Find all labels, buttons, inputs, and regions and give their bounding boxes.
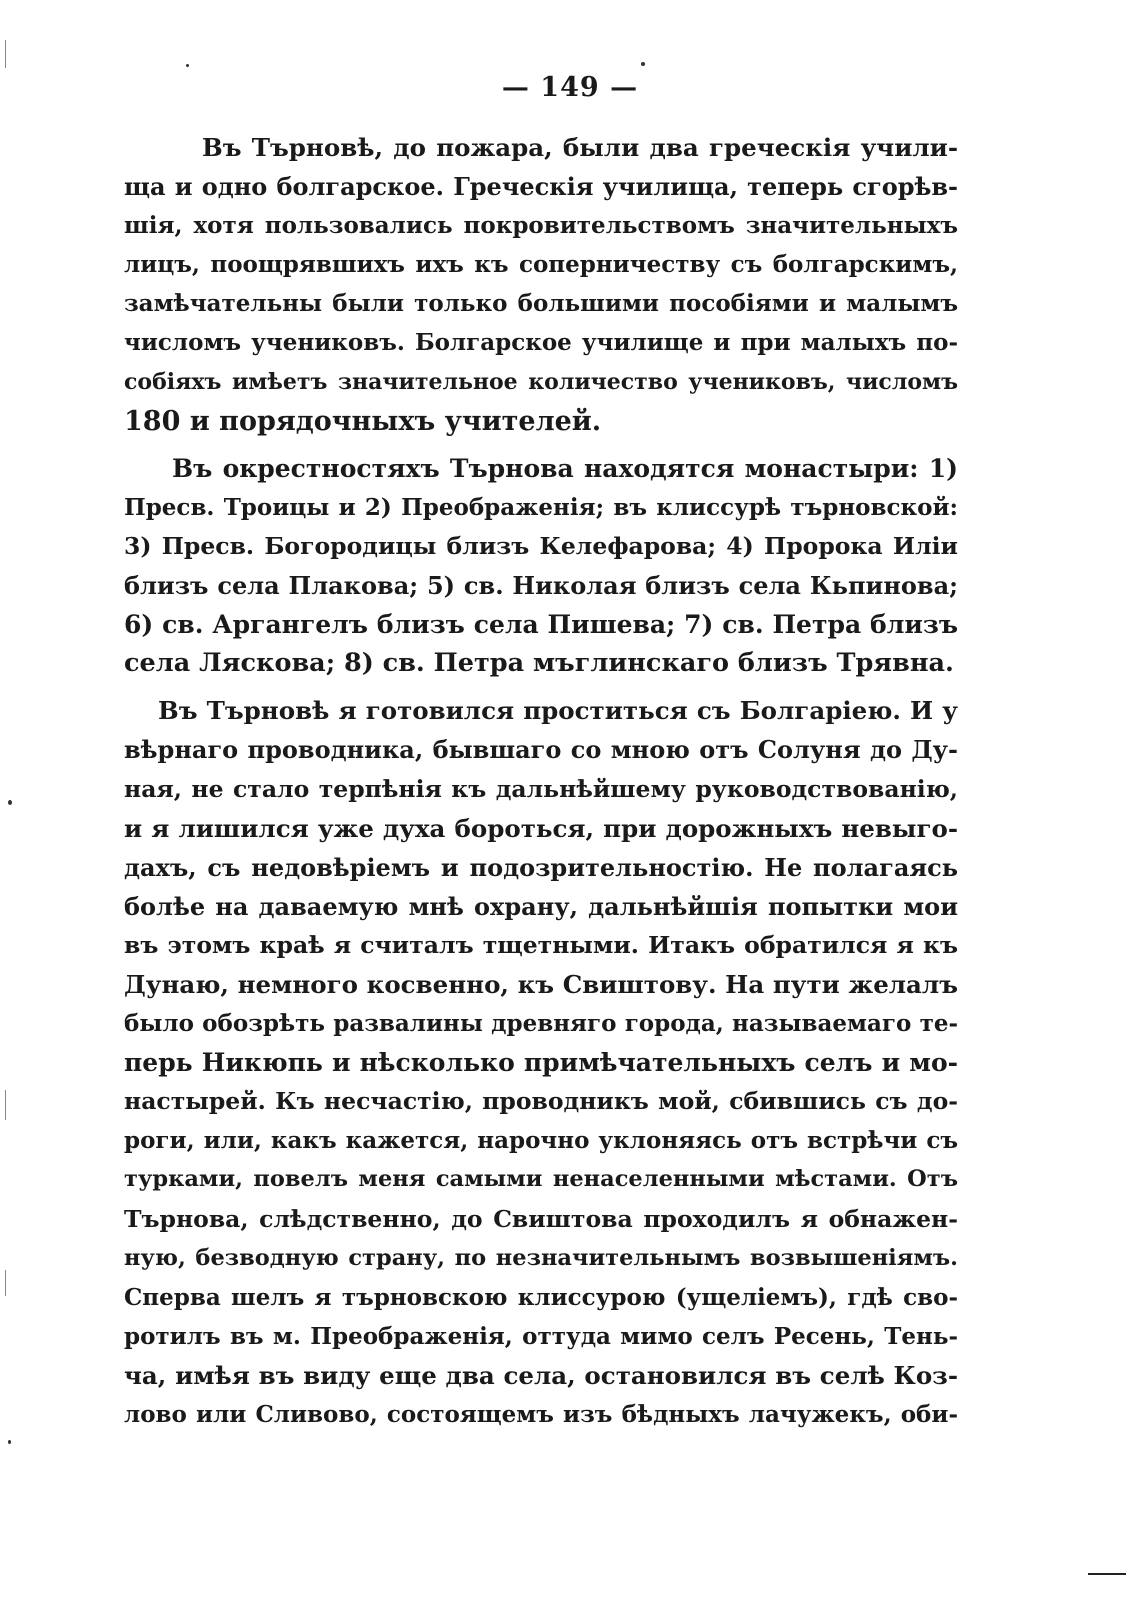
text-line: ротилъ въ м. Преображенія, оттуда мимо селъ Ресень, Тень- <box>124 1322 958 1350</box>
text-line: Въ Търновѣ я готовился проститься съ Болгаріею. И у <box>158 696 958 726</box>
text-line: Дунаю, немного косвенно, къ Свиштову. На пути желалъ <box>124 969 958 999</box>
text-line: въ этомъ краѣ я считалъ тщетными. Итакъ обратился я къ <box>124 930 958 959</box>
paragraph-schools <box>124 128 958 441</box>
text-line: Въ Търновѣ, до пожара, были два греческія учили- <box>202 133 958 162</box>
text-line: болѣе на даваемую мнѣ охрану, дальнѣйшія попытки мои <box>124 891 958 921</box>
scan-edge-mark <box>5 1270 6 1296</box>
text-line: замѣчательны были только большими пособіями и малымъ <box>124 290 958 318</box>
scan-corner-dash <box>1088 1573 1126 1575</box>
text-line: перь Никюпь и нѣсколько примѣчательныхъ селъ и мо- <box>124 1048 958 1078</box>
text-line: числомъ учениковъ. Болгарское училище и при малыхъ по- <box>124 329 958 357</box>
text-line: 180 и порядочныхъ учителей. <box>124 405 602 437</box>
text-line: Търнова, слѣдственно, до Свиштова проходилъ я обнажен- <box>124 1204 958 1233</box>
text-line: турками, повелъ меня самыми ненаселенными мѣстами. Отъ <box>124 1166 958 1193</box>
scan-edge-mark <box>5 1090 6 1120</box>
text-line: было обозрѣть развалины древняго города, называемаго те- <box>124 1010 958 1038</box>
text-line: близъ села Плакова; 5) св. Николая близъ села Кьпинова; <box>124 571 958 601</box>
text-line: собіяхъ имѣетъ значительное количество учениковъ, числомъ <box>124 368 958 395</box>
text-line: ща и одно болгарское. Греческія училища, теперь сгорѣв- <box>124 172 958 202</box>
page-number: — 149 — <box>501 72 639 103</box>
text-line: шія, хотя пользовались покровительствомъ значительныхъ <box>124 212 958 240</box>
text-line: настырей. Къ несчастію, проводникъ мой, сбившись съ до- <box>124 1087 958 1116</box>
text-line: и я лишился уже духа бороться, при дорожныхъ невыго- <box>124 813 958 843</box>
body-text <box>124 128 958 1434</box>
text-line: села Лясковa; 8) св. Петра мъглинскаго близъ Трявна. <box>124 648 954 679</box>
scan-speck <box>8 800 12 805</box>
text-line: ная, не стало терпѣнія къ дальнѣйшему руководствованію, <box>124 774 958 803</box>
scan-speck <box>8 1440 11 1444</box>
text-line: Въ окрестностяхъ Търнова находятся монастыри: 1) <box>172 453 958 483</box>
text-line: роги, или, какъ кажется, нарочно уклоняясь отъ встрѣчи съ <box>124 1127 958 1155</box>
text-line: Пресв. Троицы и 2) Преображенія; въ клиссурѣ търновской: <box>124 493 958 521</box>
scan-speck <box>186 64 189 67</box>
text-line: ча, имѣя въ виду еще два села, остановился въ селѣ Коз- <box>124 1360 958 1390</box>
paragraph-monasteries <box>124 449 958 684</box>
paragraph-journey <box>124 691 958 1434</box>
text-line: 6) св. Аргангелъ близъ села Пишева; 7) св. Петра близъ <box>124 610 958 640</box>
text-line: 3) Пресв. Богородицы близъ Келефарова; 4) Пророка Иліи <box>124 531 958 560</box>
text-line: дахъ, съ недовѣріемъ и подозрительностію. Не полагаясь <box>124 852 958 882</box>
text-line: вѣрнаго проводника, бывшаго со мною отъ Солуня до Ду- <box>124 735 958 765</box>
text-line: лицъ, поощрявшихъ ихъ къ соперничеству съ болгарскимъ, <box>124 251 958 279</box>
text-line: лово или Сливово, состоящемъ изъ бѣдныхъ лачужекъ, оби- <box>124 1401 958 1428</box>
scan-speck <box>641 62 645 66</box>
text-line: ную, безводную страну, по незначительнымъ возвышеніямъ. <box>124 1244 958 1271</box>
scan-edge-mark <box>5 40 6 68</box>
text-line: Сперва шелъ я търновскою клиссурою (ущеліемъ), гдѣ сво- <box>124 1283 958 1311</box>
